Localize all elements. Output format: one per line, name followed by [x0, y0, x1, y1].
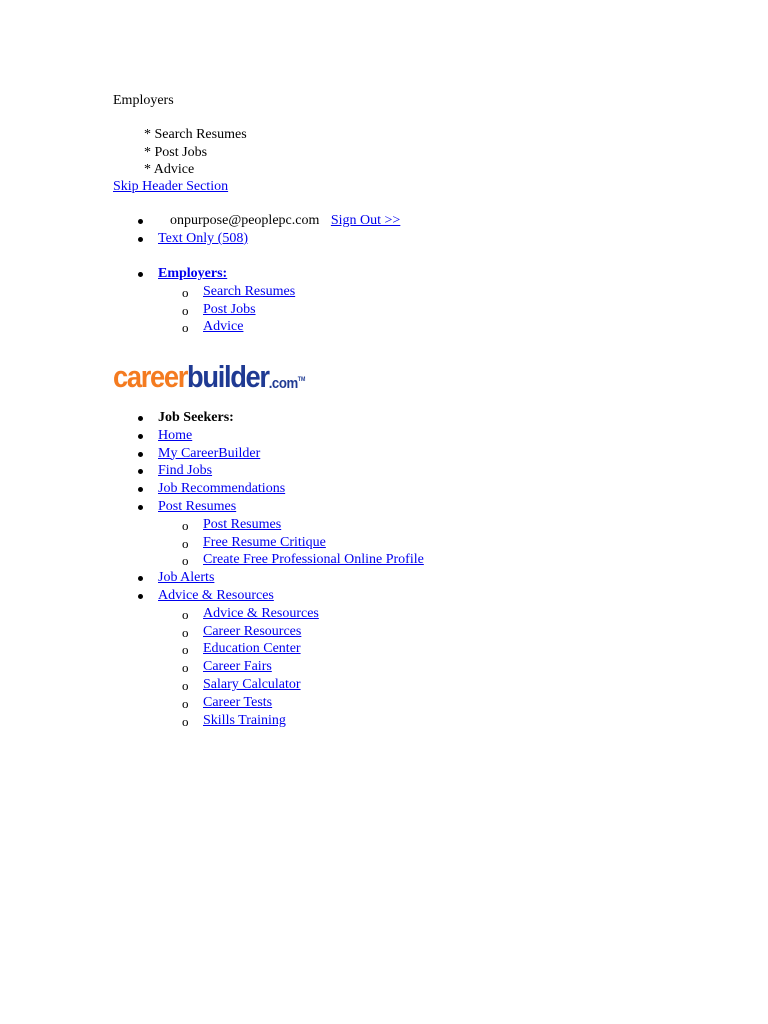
circle-bullet-icon: o [182, 624, 189, 640]
text-only-link[interactable]: Text Only (508) [158, 230, 249, 246]
list-item [158, 283, 295, 301]
list-item: * Advice [144, 162, 195, 177]
my-careerbuilder-link[interactable]: My CareerBuilder [158, 445, 261, 461]
bullet-icon [138, 272, 143, 277]
list-item [158, 623, 424, 641]
list-item: * Post Jobs [144, 144, 208, 160]
logo-dotcom-text: .com [268, 375, 298, 392]
job-seekers-nav [113, 409, 424, 729]
logo-career-text: career [113, 359, 188, 394]
home-link[interactable]: Home [158, 427, 193, 443]
list-item [158, 676, 424, 694]
post-resumes-sub-list [158, 516, 424, 569]
list-item [113, 498, 424, 569]
circle-bullet-icon: o [182, 606, 189, 622]
account-list [113, 212, 400, 248]
list-item [113, 569, 424, 587]
bullet-icon [138, 452, 143, 457]
user-email: onpurpose@peoplepc.com [170, 213, 320, 228]
list-item [158, 534, 424, 552]
account-item [113, 212, 400, 230]
career-tests-link[interactable]: Career Tests [203, 694, 273, 710]
sign-out-link[interactable]: Sign Out >> [330, 213, 401, 228]
circle-bullet-icon: o [182, 660, 189, 676]
circle-bullet-icon: o [182, 320, 189, 336]
list-item [113, 445, 424, 463]
skills-training-link[interactable]: Skills Training [203, 712, 286, 728]
find-jobs-link[interactable]: Find Jobs [158, 463, 213, 479]
circle-bullet-icon: o [182, 642, 189, 658]
advice-sub-list [158, 605, 424, 730]
list-item [113, 462, 424, 480]
bullet-icon [138, 576, 143, 581]
list-item [158, 301, 295, 319]
logo-tm-text: TM [297, 377, 306, 383]
employers-heading: Employers [113, 93, 174, 108]
circle-bullet-icon: o [182, 713, 189, 729]
job-recommendations-link[interactable]: Job Recommendations [158, 481, 286, 497]
circle-bullet-icon: o [182, 535, 189, 551]
advice-resources-sub-link[interactable]: Advice & Resources [203, 605, 319, 621]
circle-bullet-icon: o [182, 517, 189, 533]
employers-nav [113, 265, 295, 336]
bullet-icon [138, 237, 143, 242]
list-item [158, 318, 295, 336]
list-item [158, 712, 424, 730]
employers-text-list [144, 126, 247, 179]
education-center-link[interactable]: Education Center [203, 641, 301, 657]
career-fairs-link[interactable]: Career Fairs [203, 659, 272, 675]
create-profile-link[interactable]: Create Free Professional Online Profile [203, 552, 424, 568]
text-only-item [113, 230, 400, 248]
employers-sub-list [158, 283, 295, 336]
bullet-icon [138, 505, 143, 510]
list-item [113, 587, 424, 729]
list-item [158, 658, 424, 676]
circle-bullet-icon: o [182, 677, 189, 693]
advice-resources-link[interactable]: Advice & Resources [158, 587, 274, 603]
employers-nav-item [113, 265, 295, 336]
job-seekers-heading: Job Seekers: [158, 410, 234, 425]
circle-bullet-icon: o [182, 284, 189, 300]
bullet-icon [138, 487, 143, 492]
circle-bullet-icon: o [182, 553, 189, 569]
post-resumes-link[interactable]: Post Resumes [158, 498, 237, 514]
free-resume-critique-link[interactable]: Free Resume Critique [203, 534, 326, 550]
list-item [158, 605, 424, 623]
bullet-icon [138, 469, 143, 474]
salary-calculator-link[interactable]: Salary Calculator [203, 676, 301, 692]
careerbuilder-logo[interactable] [113, 356, 305, 392]
post-resumes-sub-link[interactable]: Post Resumes [203, 516, 282, 532]
list-item [158, 516, 424, 534]
job-seekers-heading-item [113, 409, 424, 427]
job-alerts-link[interactable]: Job Alerts [158, 570, 215, 586]
list-item [113, 480, 424, 498]
search-resumes-link[interactable]: Search Resumes [203, 283, 296, 299]
page [113, 0, 768, 1024]
employers-link[interactable]: Employers: [158, 266, 228, 281]
post-jobs-link[interactable]: Post Jobs [203, 301, 256, 317]
list-item [158, 640, 424, 658]
circle-bullet-icon: o [182, 695, 189, 711]
list-item [113, 427, 424, 445]
circle-bullet-icon: o [182, 302, 189, 318]
advice-link[interactable]: Advice [203, 319, 244, 335]
list-item [158, 694, 424, 712]
list-item [158, 551, 424, 569]
list-item: * Search Resumes [144, 127, 247, 142]
skip-header-link[interactable]: Skip Header Section [113, 179, 229, 194]
bullet-icon [138, 594, 143, 599]
logo-builder-text: builder [187, 359, 269, 394]
bullet-icon [138, 434, 143, 439]
bullet-icon [138, 219, 143, 224]
career-resources-link[interactable]: Career Resources [203, 623, 302, 639]
bullet-icon [138, 416, 143, 421]
